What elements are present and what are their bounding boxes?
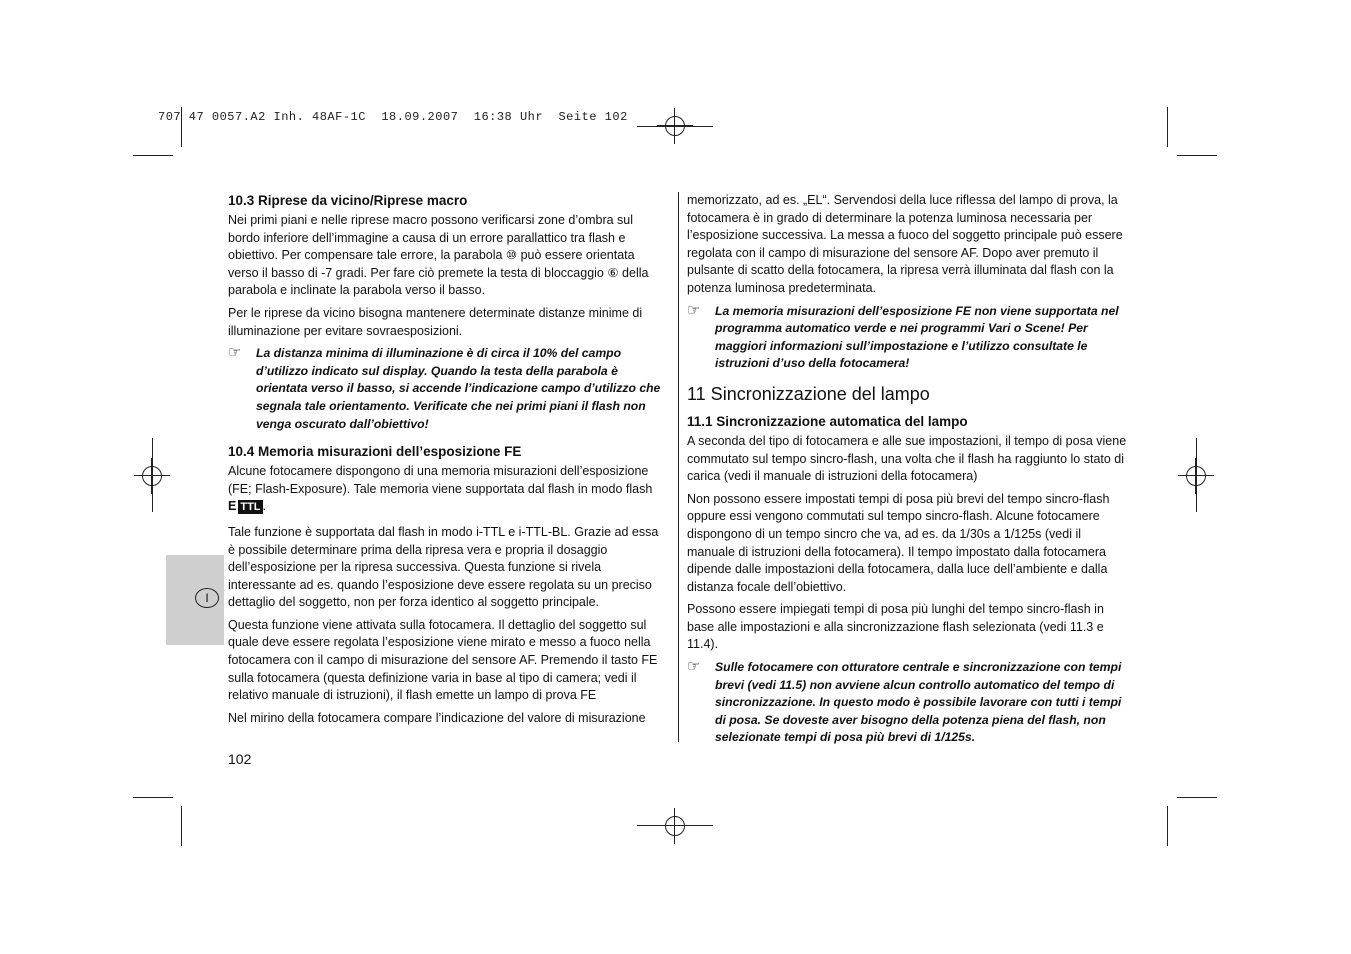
paragraph: memorizzato, ad es. „EL“. Servendosi della luce riflessa del lampo di prova, la fotocamera è in grado di determinare la potenza luminosa necessaria per l’esposizione successiva. La messa a fuoco del soggetto principale può essere regolata con il campo di misurazione del sensore AF. Dopo aver premuto il pulsante di scatto della fotocamera, la ripresa verrà illuminata dal flash con la potenza luminosa predeterminata. — [687, 193, 1123, 295]
language-tab-label: I — [195, 588, 219, 608]
paragraph: Questa funzione viene attivata sulla fotocamera. Il dettaglio del soggetto sul quale deve essere regolata l’esposizione viene mirato e messo a fuoco nella fotocamera con il campo di misurazione del sensore AF. Premendo il tasto FE sulla fotocamera (questa definizione varia in base al tipo di camera; vedi il relativo manuale di istruzioni), il flash emette un lampo di prova FE — [228, 617, 658, 703]
paragraph: Per le riprese da vicino bisogna mantenere determinate distanze minime di illuminazione per evitare sovraesposizioni. — [228, 305, 643, 338]
note — [687, 303, 1131, 373]
crop-mark — [133, 797, 173, 798]
print-header-stamp: 707 47 0057.A2 Inh. 48AF-1C 18.09.2007 16:38 Uhr Seite 102 — [158, 110, 628, 124]
left-column — [228, 192, 668, 732]
crop-mark — [181, 806, 182, 846]
note-text: Sulle fotocamere con otturatore centrale e sincronizzazione con tempi brevi (vedi 11.5) non avviene alcun controllo automatico del tempo di sincronizzazione. In questo modo è possibile lavorare con tutti i tempi di posa. Se doveste aver bisogno della potenza piena del flash, non selezionate tempi di posa più brevi di 1/125s. — [715, 660, 1122, 745]
crosshair-registration-icon — [1178, 458, 1214, 494]
section-heading: 10.4 Memoria misurazioni dell’esposizione FE — [228, 444, 522, 460]
section-heading: 10.3 Riprese da vicino/Riprese macro — [228, 193, 468, 208]
pointing-hand-icon: ☞ — [687, 301, 701, 319]
note-text: La distanza minima di illuminazione è di circa il 10% del campo d’utilizzo indicato sul display. Quando la testa della parabola è orientata verso il basso, si accende l’indicazione campo d’utilizzo che segnala tale orientamento. Verificate che nei primi piani il flash non venga oscurato dall’obiettivo! — [256, 346, 661, 431]
flash-mode — [228, 498, 668, 516]
note — [228, 345, 668, 433]
paragraph: A seconda del tipo di fotocamera e alle sue impostazioni, il tempo di posa viene commutato sul tempo sincro-flash, una volta che il flash ha raggiunto lo stato di carica (vedi il manuale di istruzioni della fotocamera) — [687, 433, 1127, 484]
right-column — [687, 192, 1131, 753]
paragraph: Alcune fotocamere dispongono di una memoria misurazioni dell’esposizione (FE; Flash-Exposure). Tale memoria viene supportata dal flash in modo flash — [228, 464, 653, 496]
paragraph: Nel mirino della fotocamera compare l’indicazione del valore di misurazione — [228, 710, 646, 725]
crop-mark — [1167, 806, 1168, 846]
section-heading: 11.1 Sincronizzazione automatica del lampo — [687, 413, 968, 429]
flash-mode-prefix: E — [228, 499, 237, 514]
pointing-hand-icon: ☞ — [687, 658, 701, 676]
pointing-hand-icon: ☞ — [228, 344, 242, 362]
note — [687, 659, 1131, 747]
column-divider — [678, 192, 679, 742]
crosshair-registration-icon — [657, 108, 693, 144]
crop-mark — [1177, 155, 1217, 156]
paragraph: Possono essere impiegati tempi di posa più lunghi del tempo sincro-flash in base alle impostazioni e alla sincronizzazione flash selezionata (vedi 11.3 e 11.4). — [687, 602, 1104, 652]
crosshair-registration-icon — [134, 458, 170, 494]
ttl-badge: TTL — [240, 501, 261, 514]
paragraph: Tale funzione è supportata dal flash in modo i-TTL e i-TTL-BL. Grazie ad essa è possibile determinare prima della ripresa vera e propria il dosaggio dell’esposizione per la ripresa successiva. Questa funzione si rivela interessante ad es. quando l’esposizione deve essere regolata su un preciso dettaglio del soggetto, non per forza identico al soggetto principale. — [228, 524, 659, 610]
page-number: 102 — [228, 751, 252, 767]
paragraph: Nei primi piani e nelle riprese macro possono verificarsi zone d’ombra sul bordo inferiore dell’immagine a causa di un errore parallattico tra flash e obiettivo. Per compensare tale errore, la parabola ⑩ può essere orientata verso il basso di -7 gradi. Per fare ciò premete la testa di bloccaggio ⑥ della parabola e inclinate la parabola verso il basso. — [228, 213, 649, 298]
crop-mark — [1167, 107, 1168, 147]
crop-mark — [133, 155, 173, 156]
flash-mode-suffix: . — [262, 499, 266, 514]
chapter-heading: 11 Sincronizzazione del lampo — [687, 383, 930, 404]
crosshair-registration-icon — [657, 808, 693, 844]
paragraph: Non possono essere impostati tempi di posa più brevi del tempo sincro-flash oppure essi vengono commutati sul tempo sincro-flash. Alcune fotocamere dispongono di un tempo sincro che va, ad es. da 1/30s a 1/125s (vedi il manuale di istruzioni della fotocamera). Il tempo impostato dalla fotocamera dipende dalle impostazioni della fotocamera, dalla luce dell’ambiente e dalla distanza focale dell’obiettivo. — [687, 491, 1110, 594]
crop-mark — [1177, 797, 1217, 798]
note-text: La memoria misurazioni dell’esposizione FE non viene supportata nel programma automatico verde e nei programmi Vari o Scene! Per maggiori informazioni sull’impostazione e l’utilizzo consultate le istruzioni d’uso della fotocamera! — [715, 303, 1119, 371]
